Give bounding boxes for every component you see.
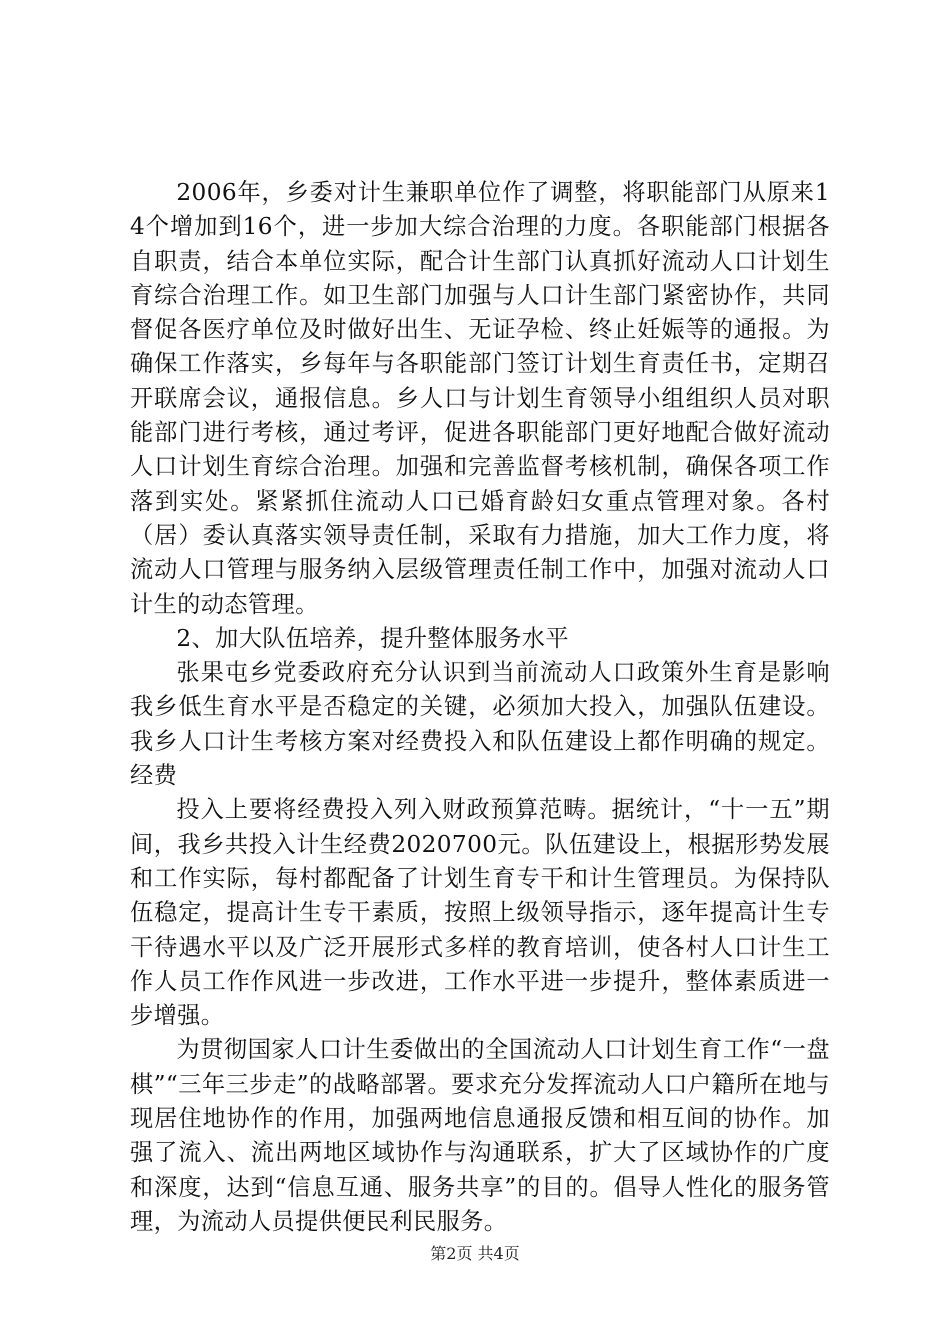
paragraph-comprehensive-governance: 2006年，乡委对计生兼职单位作了调整，将职能部门从原来14个增加到16个，进一步加大综合治理的力度。各职能部门根据各自职责，结合本单位实际，配合计生部门认真抓好流动人口计划生育综合治理工作。如卫生部门加强与人口计生部门紧密协作，共同督促各医疗单位及时做好出生、无证孕检、终止妊娠等的通报。为确保工作落实，乡每年与各职能部门签订计划生育责任书，定期召开联席会议，通报信息。乡人口与计划生育领导小组组织人员对职能部门进行考核，通过考评，促进各职能部门更好地配合做好流动人口计划生育综合治理。加强和完善监督考核机制，确保各项工作落到实处。紧紧抓住流动人口已婚育龄妇女重点管理对象。各村（居）委认真落实领导责任制，采取有力措施，加大工作力度，将流动人口管理与服务纳入层级管理责任制工作中，加强对流动人口计生的动态管理。 bbox=[130, 179, 830, 618]
section-heading-team-building: 2、加大队伍培养，提升整体服务水平 bbox=[176, 624, 569, 652]
paragraph-investment: 张果屯乡党委政府充分认识到当前流动人口政策外生育是影响我乡低生育水平是否稳定的关键，必须加大投入，加强队伍建设。我乡人口计生考核方案对经费投入和队伍建设上都作明确的规定。经费 bbox=[130, 659, 830, 790]
page-number-footer: 第2页 共4页 bbox=[430, 1244, 520, 1263]
document-body bbox=[130, 176, 830, 1239]
paragraph-regional-cooperation: 为贯彻国家人口计生委做出的全国流动人口计划生育工作“一盘棋”“三年三步走”的战略部署。要求充分发挥流动人口户籍所在地与现居住地协作的作用，加强两地信息通报反馈和相互间的协作。加强了流入、流出两地区域协作与沟通联系，扩大了区域协作的广度和深度，达到“信息互通、服务共享”的目的。倡导人性化的服务管理，为流动人员提供便民利民服务。 bbox=[130, 1036, 830, 1235]
paragraph-funding-team: 投入上要将经费投入列入财政预算范畴。据统计，“十一五”期间，我乡共投入计生经费2020700元。队伍建设上，根据形势发展和工作实际，每村都配备了计划生育专干和计生管理员。为保持队伍稳定，提高计生专干素质，按照上级领导指示，逐年提高计生专干待遇水平以及广泛开展形式多样的教育培训，使各村人口计生工作人员工作作风进一步改进，工作水平进一步提升，整体素质进一步增强。 bbox=[130, 796, 830, 1030]
